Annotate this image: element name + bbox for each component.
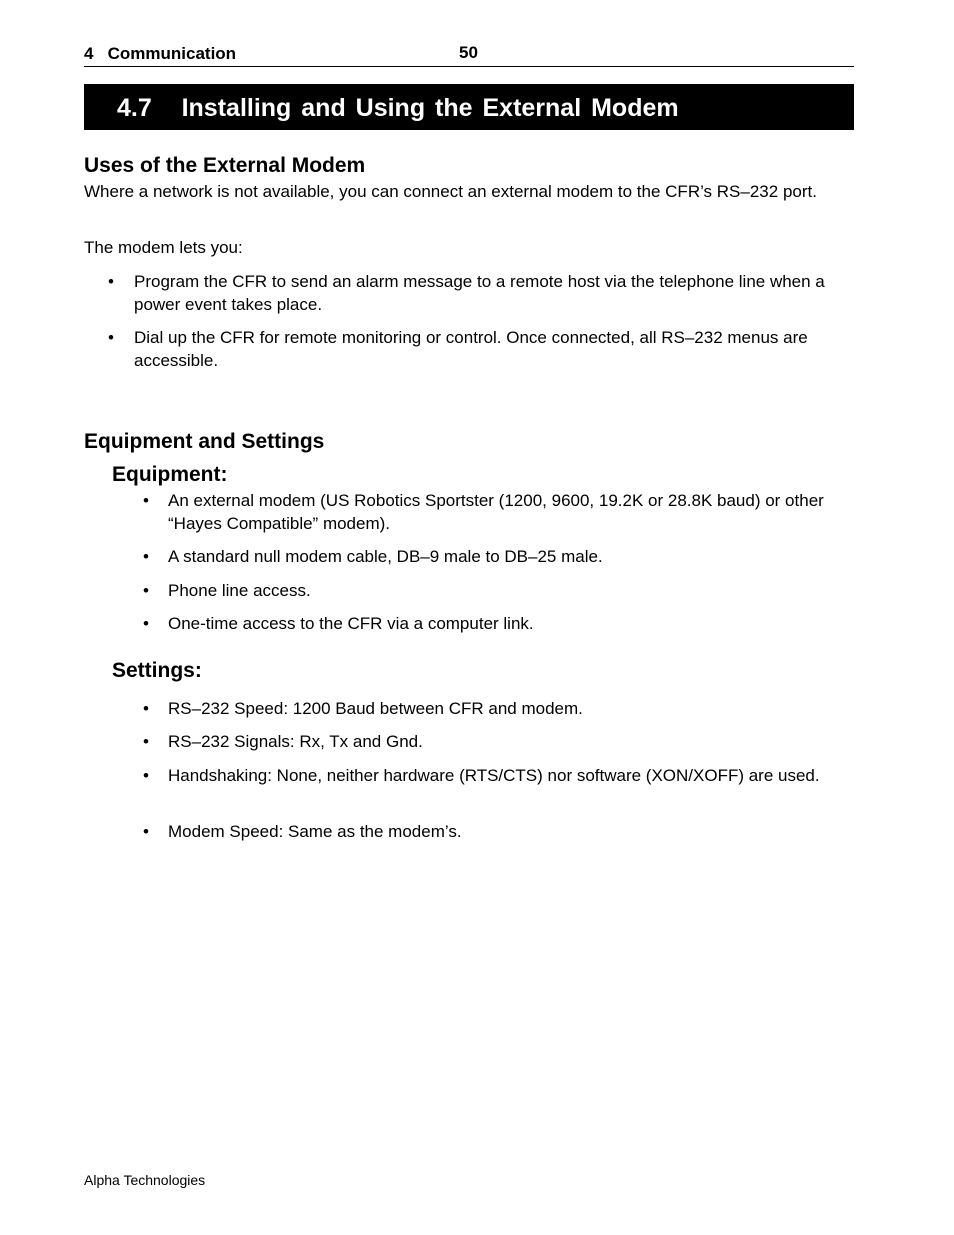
bullet-glyph: • — [143, 766, 149, 785]
page-number: 50 — [459, 43, 478, 62]
bullet-glyph: • — [143, 699, 149, 718]
list-item-text: Handshaking: None, neither hardware (RTS/CTS) nor software (XON/XOFF) are used. — [168, 766, 820, 785]
section-title-bar — [84, 84, 854, 130]
list-item-text: Phone line access. — [168, 581, 311, 600]
section-title: 4.7 Installing and Using the External Modem — [117, 94, 679, 122]
running-header-section: 4 Communication — [84, 44, 237, 63]
list-item-text: Dial up the CFR for remote monitoring or control. Once connected, all RS–232 menus are accessible. — [134, 328, 808, 370]
list-item-text: One-time access to the CFR via a computer link. — [168, 614, 534, 633]
bullet-glyph: • — [143, 614, 149, 633]
list-item — [143, 697, 855, 720]
list-item-text: RS–232 Speed: 1200 Baud between CFR and modem. — [168, 699, 583, 718]
list-item — [143, 612, 855, 635]
list-item — [143, 820, 855, 843]
list-item — [108, 326, 856, 372]
uses-lead-paragraph: The modem lets you: — [84, 238, 243, 257]
list-item — [143, 579, 855, 602]
list-item-text: Modem Speed: Same as the modem’s. — [168, 822, 462, 841]
equipment-heading: Equipment: — [112, 463, 228, 486]
list-item — [143, 730, 855, 753]
equipment-settings-heading: Equipment and Settings — [84, 430, 325, 453]
list-item-text: RS–232 Signals: Rx, Tx and Gnd. — [168, 732, 423, 751]
footer-company: Alpha Technologies — [84, 1172, 206, 1188]
bullet-glyph: • — [143, 822, 149, 841]
list-item — [108, 270, 856, 316]
settings-heading: Settings: — [112, 659, 202, 682]
list-item — [143, 545, 855, 568]
list-item-text: An external modem (US Robotics Sportster (1200, 9600, 19.2K or 28.8K baud) or other “Hayes Compatible” modem). — [168, 491, 824, 533]
bullet-glyph: • — [108, 272, 114, 291]
list-item — [143, 489, 855, 535]
uses-heading: Uses of the External Modem — [84, 154, 366, 177]
bullet-glyph: • — [108, 328, 114, 347]
uses-intro-paragraph: Where a network is not available, you can connect an external modem to the CFR’s RS–232 port. — [84, 182, 817, 201]
bullet-glyph: • — [143, 581, 149, 600]
bullet-glyph: • — [143, 491, 149, 510]
list-item — [143, 764, 855, 810]
bullet-glyph: • — [143, 732, 149, 751]
header-rule — [84, 66, 854, 67]
list-item-text: Program the CFR to send an alarm message to a remote host via the telephone line when a power event takes place. — [134, 272, 825, 314]
list-item-text: A standard null modem cable, DB–9 male to DB–25 male. — [168, 547, 603, 566]
bullet-glyph: • — [143, 547, 149, 566]
